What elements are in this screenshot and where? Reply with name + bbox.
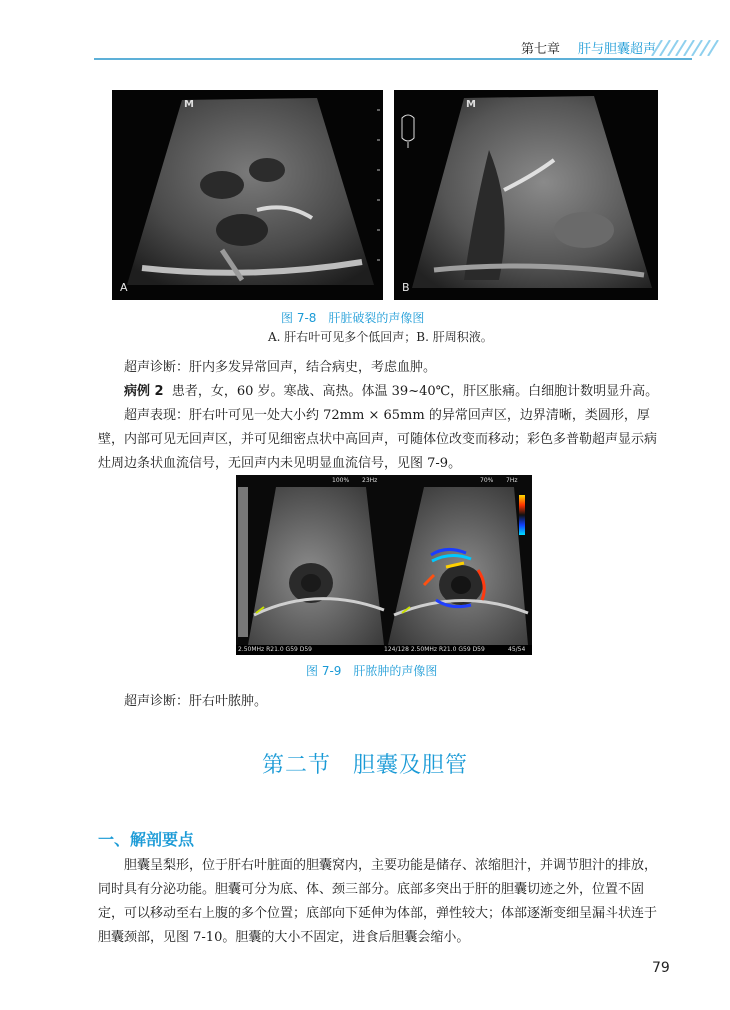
diagnosis-paragraph: 超声诊断：肝内多发异常回声，结合病史，考虑血肿。 xyxy=(124,360,437,375)
diagnosis-2-paragraph: 超声诊断：肝右叶脓肿。 xyxy=(124,694,268,709)
page-number: 79 xyxy=(652,960,670,976)
caption-title: 肝脓肿的声像图 xyxy=(353,664,438,678)
header-chapter: 第七章 xyxy=(521,42,561,57)
header-rule xyxy=(94,58,692,60)
header-stripes-decoration xyxy=(648,40,722,56)
page-header xyxy=(0,0,730,64)
anatomy-paragraph: 胆囊呈梨形，位于肝右叶脏面的胆囊窝内，主要功能是储存、浓缩胆汁，并调节胆汁的排放，同时具有分泌功能。胆囊可分为底、体、颈三部分。底部多突出于肝的胆囊切迹之外，位置不固定，可以移动至右上腹的多个位置；底部向下延伸为体部，弹性较大；体部逐渐变细呈漏斗状连于胆囊颈部，见图 7-10。胆囊的大小不固定，进食后胆囊会缩小。 xyxy=(98,858,658,945)
fig79-right-header: 70% xyxy=(480,477,494,484)
findings-paragraph: 超声表现：肝右叶可见一处大小约 72mm × 65mm 的异常回声区，边界清晰，类圆形，厚壁，内部可见无回声区，并可见细密点状中高回声，可随体位改变而移动；彩色多普勒超声显示病灶周边条状血流信号，无回声内未见明显血流信号，见图 7-9。 xyxy=(98,408,658,471)
ultrasound-a-graphic xyxy=(112,90,383,300)
subsection-heading: 一、解剖要点 xyxy=(98,830,195,849)
panel-b-label: B xyxy=(402,281,410,294)
fig79-footer-right: 124/128 2.50MHz R21.0 G59 D59 xyxy=(384,646,485,653)
fig79-footer-end: 45/54 xyxy=(508,646,526,653)
fig79-left-header2: 23Hz xyxy=(362,477,378,484)
caption-number: 图 7-9 xyxy=(306,664,342,678)
ultrasound-image-b xyxy=(394,90,658,300)
header-title: 肝与胆囊超声 xyxy=(578,42,657,57)
caption-title: 肝脏破裂的声像图 xyxy=(328,311,425,325)
caption-number: 图 7-8 xyxy=(281,311,317,325)
ultrasound-image-a xyxy=(112,90,383,300)
case-label: 病例 2 xyxy=(124,384,164,399)
ultrasound-b-graphic xyxy=(394,90,658,300)
panel-a-label: A xyxy=(120,281,128,294)
ultrasound-logo: M xyxy=(184,99,194,110)
case-paragraph xyxy=(98,380,663,404)
section-number: 第二节 xyxy=(261,753,331,778)
case-text: 患者，女，60 岁。寒战、高热。体温 39~40℃，肝区胀痛。白细胞计数明显升高。 xyxy=(171,384,659,399)
figure-7-9-caption xyxy=(306,662,437,679)
section-title xyxy=(0,748,730,779)
fig79-right-header2: 7Hz xyxy=(506,477,518,484)
ultrasound-logo: M xyxy=(466,99,476,110)
text-block-case xyxy=(98,356,663,476)
ultrasound-image-7-9 xyxy=(236,475,532,655)
figure-7-8-caption xyxy=(281,309,424,326)
fig79-footer-left: 2.50MHz R21.0 G59 D59 xyxy=(238,646,312,653)
fig79-left-header: 100% xyxy=(332,477,350,484)
ultrasound-7-9-graphic xyxy=(236,475,532,655)
figure-7-8-subcaption: A. 肝右叶可见多个低回声；B. 肝周积液。 xyxy=(268,330,493,344)
section-name: 胆囊及胆管 xyxy=(353,753,469,778)
